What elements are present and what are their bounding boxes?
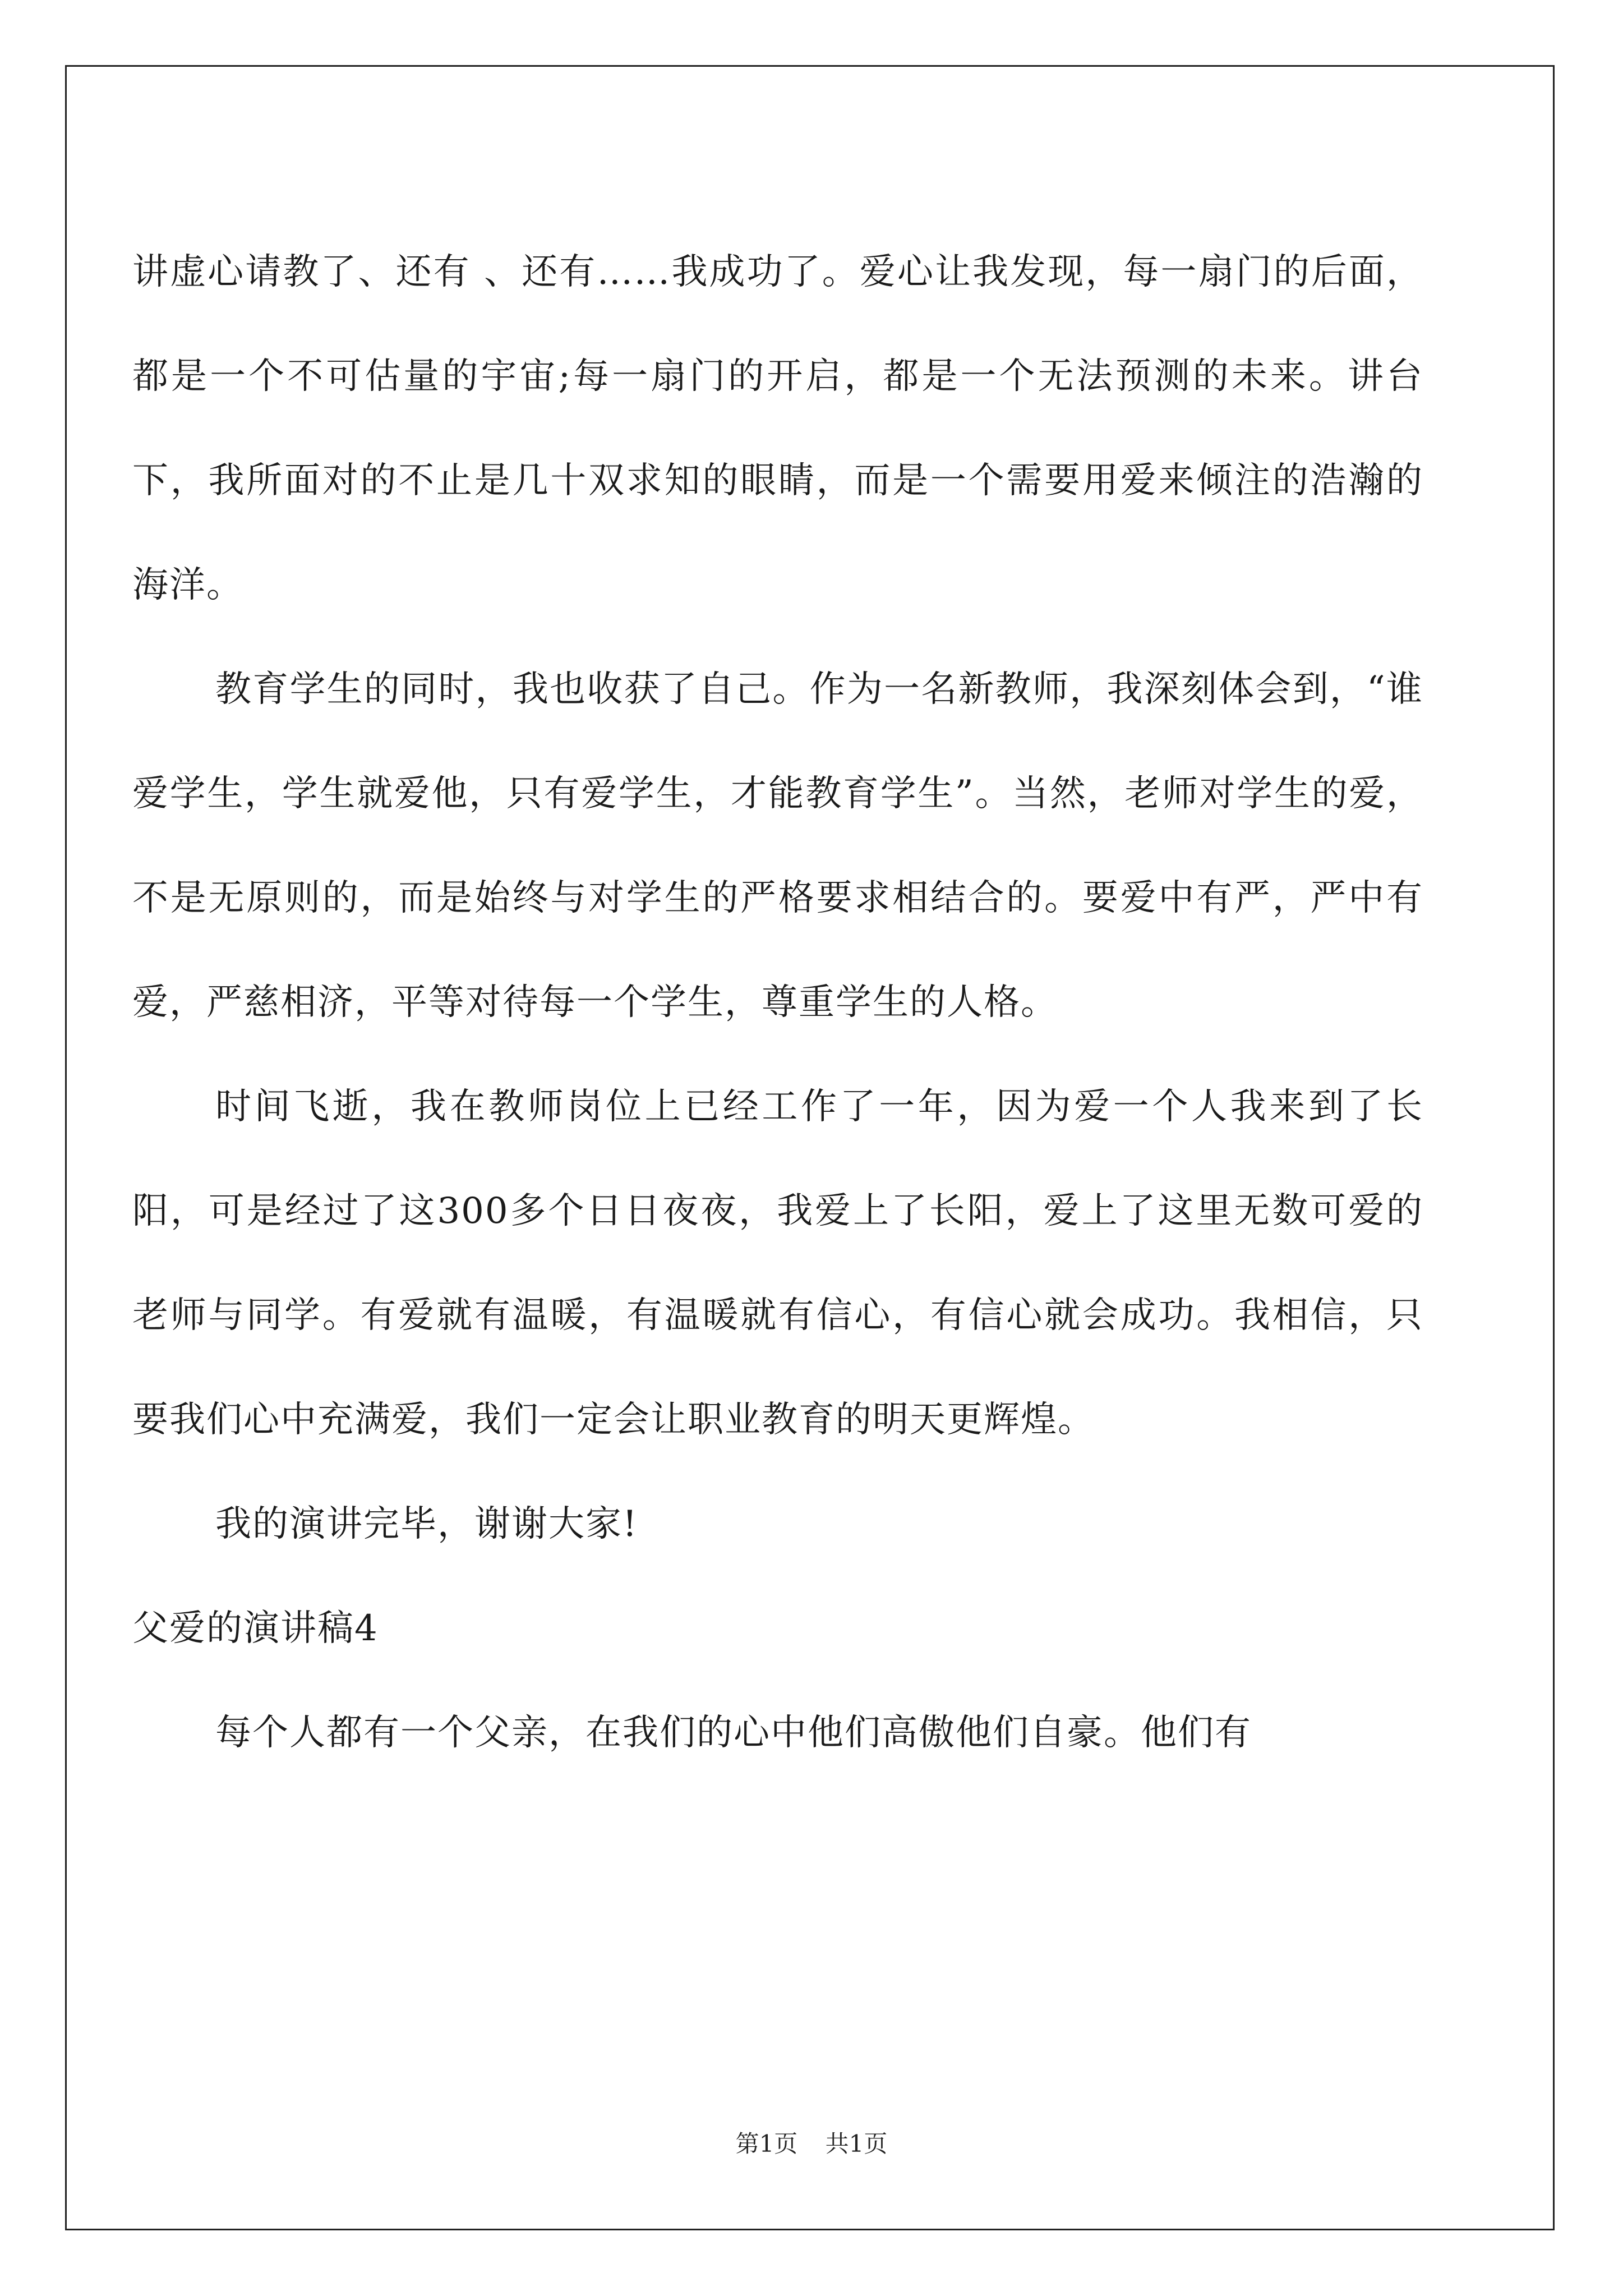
section-title: 父爱的演讲稿4 <box>132 1608 379 1649</box>
paragraph-closing: 我的演讲完毕，谢谢大家! <box>215 1503 638 1545</box>
document-body <box>132 220 1423 1785</box>
page-number-total: 共1页 <box>825 2130 888 2157</box>
paragraph-continuation: 讲虚心请教了、还有 、还有……我成功了。爱心让我发现，每一扇门的后面，都是一个不可估量的宇宙;每一扇门的开启，都是一个无法预测的未来。讲台下，我所面对的不止是几十双求知的眼睛，而是一个需要用爱来倾注的浩瀚的海洋。 <box>132 251 1423 606</box>
paragraph-time: 时间飞逝，我在教师岗位上已经工作了一年，因为爱一个人我来到了长阳，可是经过了这300多个日日夜夜，我爱上了长阳，爱上了这里无数可爱的老师与同学。有爱就有温暖，有温暖就有信心，有信心就会成功。我相信，只要我们心中充满爱，我们一定会让职业教育的明天更辉煌。 <box>132 1086 1423 1441</box>
page-number-current: 第1页 <box>735 2130 798 2157</box>
paragraph-father: 每个人都有一个父亲，在我们的心中他们高傲他们自豪。他们有 <box>215 1712 1252 1754</box>
paragraph-education: 教育学生的同时，我也收获了自己。作为一名新教师，我深刻体会到，“谁爱学生，学生就爱他，只有爱学生，才能教育学生”。当然，老师对学生的爱，不是无原则的，而是始终与对学生的严格要求相结合的。要爱中有严，严中有爱，严慈相济，平等对待每一个学生，尊重学生的人格。 <box>132 669 1423 1023</box>
page-footer <box>0 2127 1623 2161</box>
